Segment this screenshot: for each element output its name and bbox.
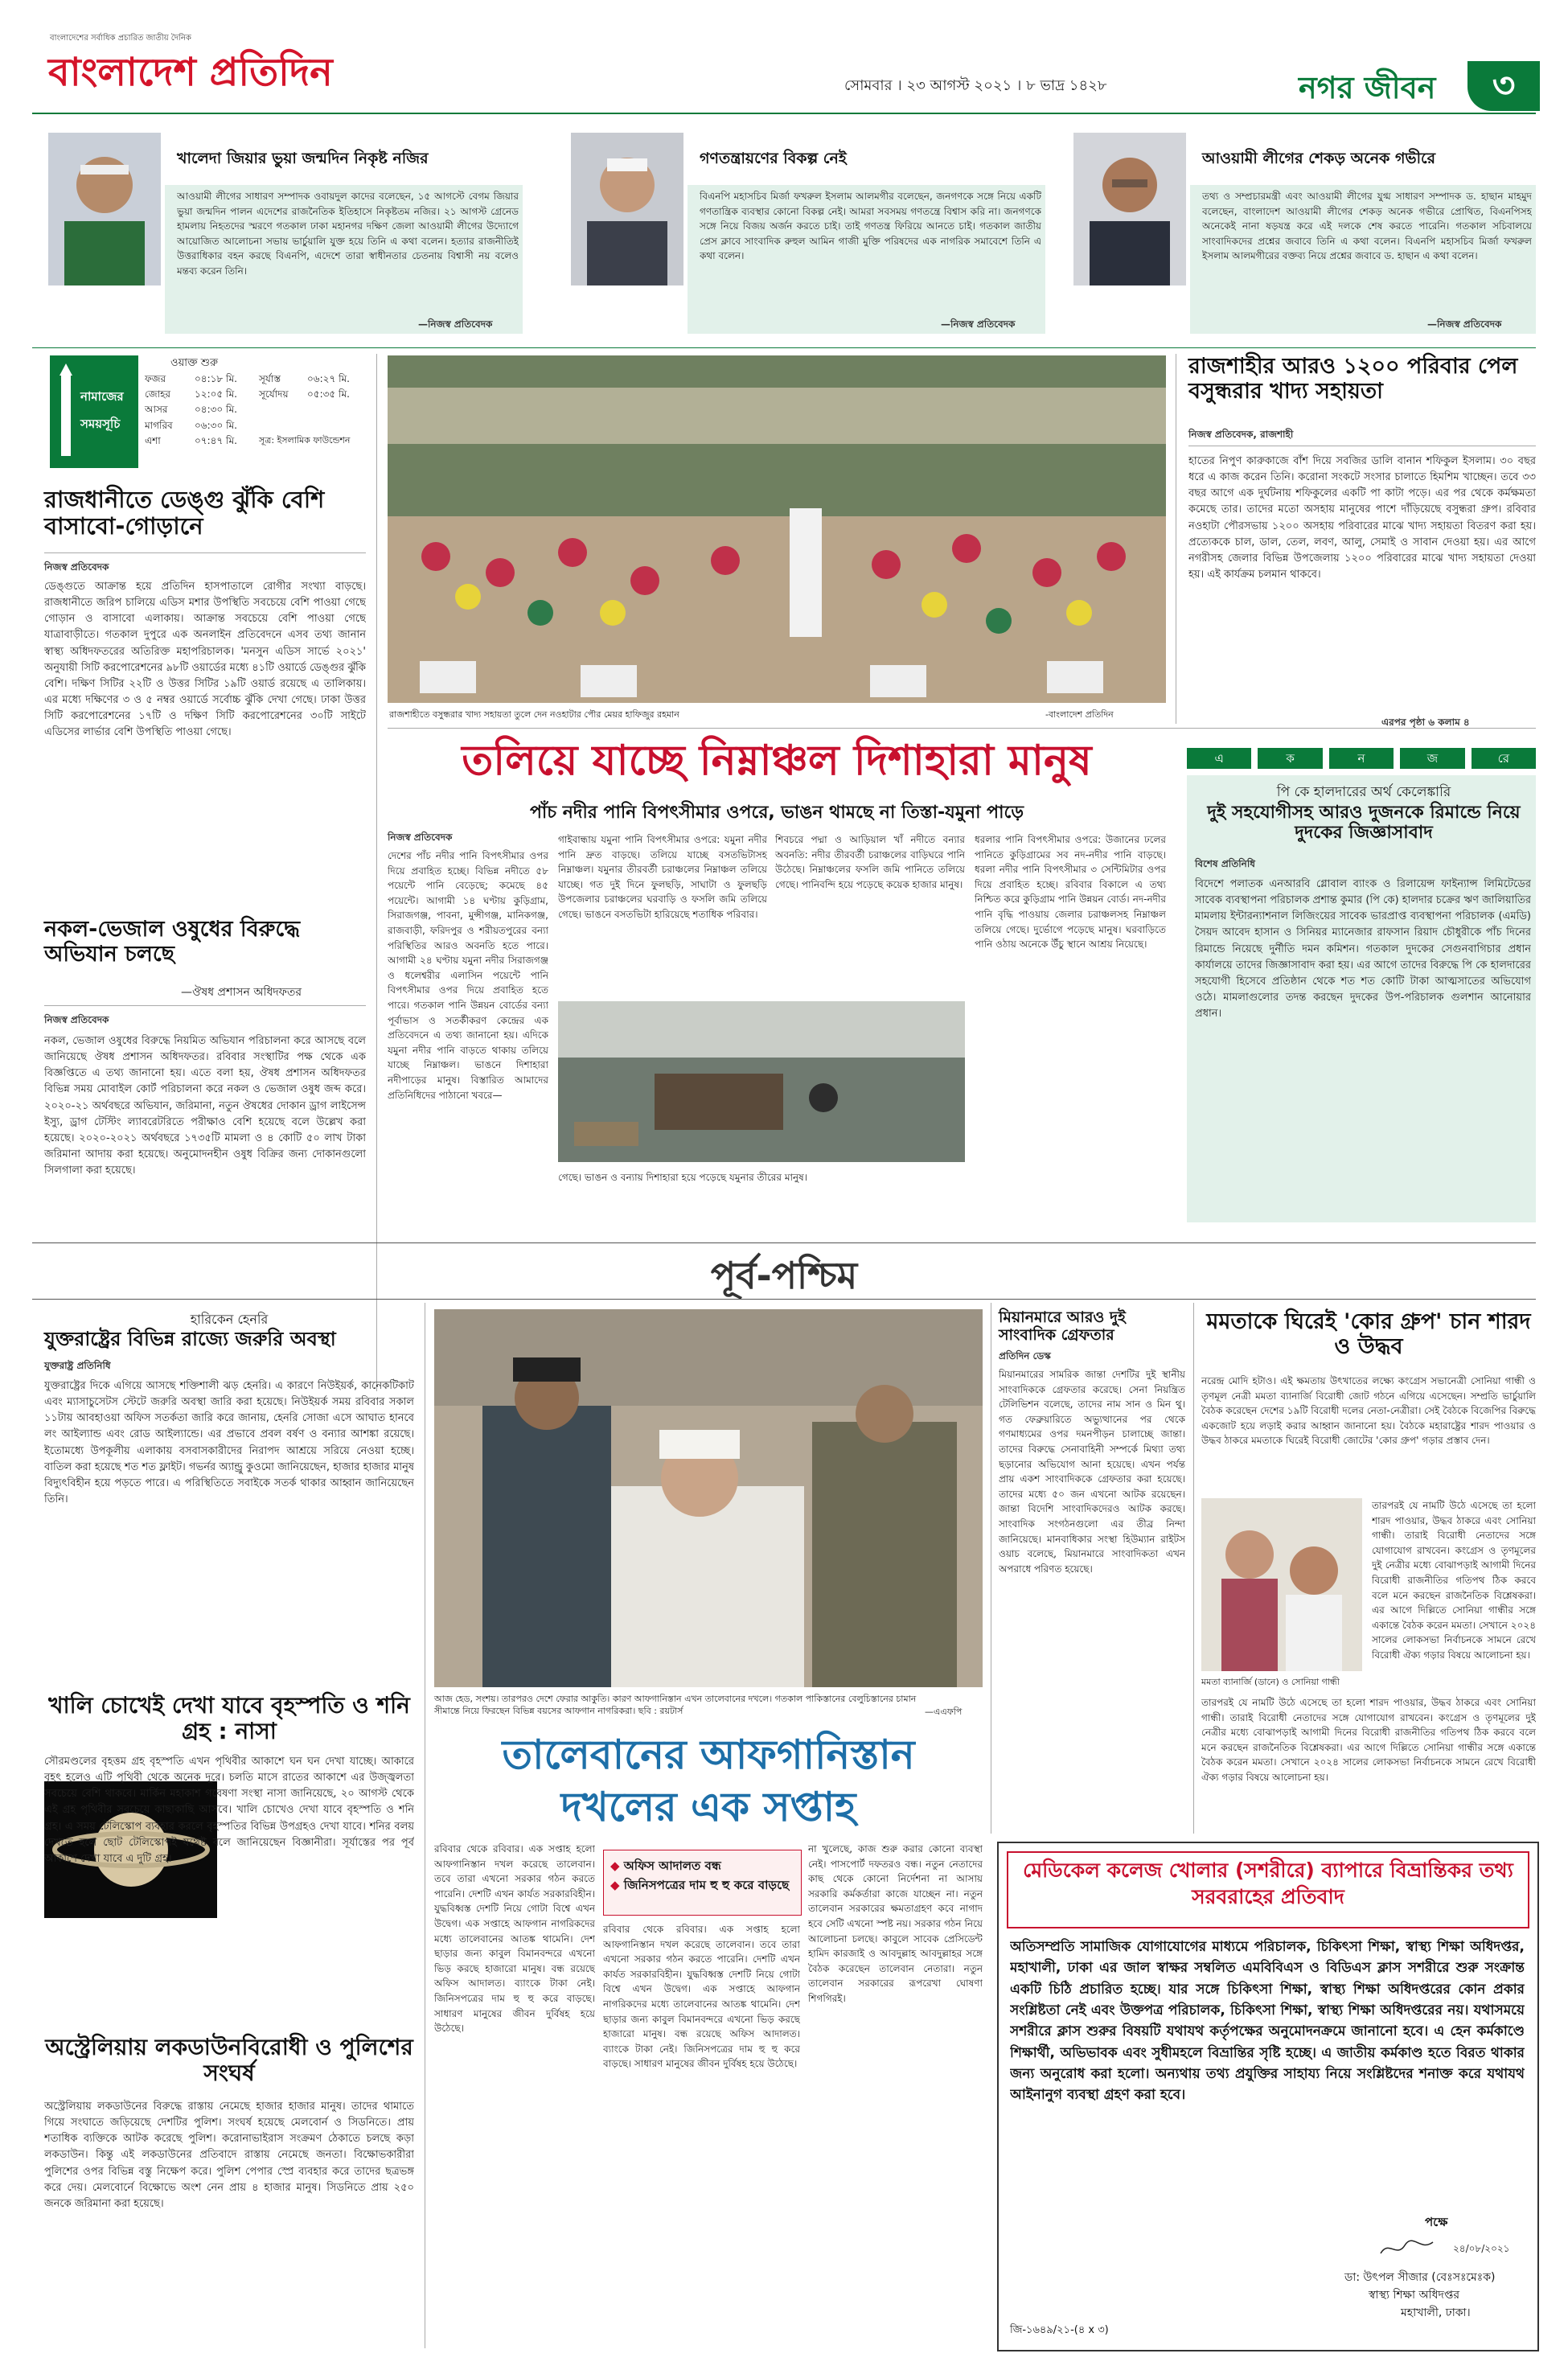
masthead <box>32 23 1536 111</box>
ek-nojore-label-2: ক <box>1258 748 1322 769</box>
afghan-bullet-1: ◆ অফিস আদালত বন্ধ <box>610 1859 721 1873</box>
section-east-west: পূর্ব-পশ্চিম <box>710 1254 858 1297</box>
myanmar-body: মিয়ানমারের সামরিক জান্তা দেশটির দুই স্থানীয় সাংবাদিককে গ্রেফতার করেছে। সেনা নিয়ন্ত্রিত টেলিভিশন বলেছে, তাদের নাম সান ও মিন থু। গত ফেব্রুয়ারিতে অভ্যুত্থানের পর থেকে গণমাধ্যমের ওপর দমনপীড়ন চালাচ্ছে জান্তা। তাদের বিরুদ্ধে সেনাবাহিনী সম্পর্কে মিথ্যা তথ্য ছড়ানোর অভিযোগ আনা হয়েছে। এখন পর্যন্ত প্রায় একশ সাংবাদিককে গ্রেফতার করা হয়েছে। তাদের মধ্যে ৫০ জন এখনো আটক রয়েছেন। জান্তা বিদেশি সাংবাদিকদেরও আটক করছে। সাংবাদিক সংগঠনগুলো এর তীব্র নিন্দা জানিয়েছে। মানবাধিকার সংস্থা হিউম্যান রাইটস ওয়াচ বলেছে, মিয়ানমারে সাংবাদিকতা এখন অপরাধে পরিণত হয়েছে। <box>999 1369 1185 1575</box>
page-number-badge <box>1467 61 1540 111</box>
lowland-body-3: শিবচরে পদ্মা ও আড়িয়াল খাঁ নদীতে বন্যার অবনতি: নদীর তীরবর্তী চরাঞ্চলের বাড়িঘরে পানি উঠেছে। নিম্নাঞ্চলের ফসলি জমি পানিতে তলিয়ে গেছে। পানিবন্দি হয়ে পড়েছে কয়েক হাজার মানুষ। <box>775 834 965 890</box>
prayer-row-maghrib: মাগরিব ০৬:৩০ মি. <box>145 419 237 431</box>
lowland-headline: তলিয়ে যাচ্ছে নিম্নাঞ্চল দিশাহারা মানুষ <box>462 737 1092 785</box>
rajshahi-story <box>1188 354 1536 736</box>
fake-drug-attribution: —ঔষধ প্রশাসন অধিদফতর <box>181 986 302 999</box>
ek-nojore-body: বিদেশে পলাতক এনআরবি গ্লোবাল ব্যাংক ও রিলায়েন্স ফাইন্যান্স লিমিটেডের সাবেক ব্যবস্থাপনা পরিচালক প্রশান্ত কুমার (পি কে) হালদার চক্রের ঋণ জালিয়াতির মামলায় ইন্টারন্যাশনাল লিজিংয়ের সাবেক ভারপ্রাপ্ত ব্যবস্থাপনা পরিচালক (এমডি) সৈয়দ আবেদ হাসান ও সিনিয়র ম্যানেজার রাফসান রিয়াদ চৌধুরীকে পাঁচ দিনের রিমান্ডে নিয়েছে দুর্নীতি দমন কমিশন। গতকাল দুদকের সেগুনবাগিচার প্রধান কার্যালয়ে তাদের জিজ্ঞাসাবাদ করা হয়। এর আগে তাদের বিরুদ্ধে পি কে হালদারের সহযোগী হিসেবে প্রতিষ্ঠান থেকে শত শত কোটি টাকা আত্মসাতের অভিযোগ ওঠে। মামলাগুলোর তদন্ত করছেন দুদকের উপ-পরিচালক গুলশান আনোয়ার প্রধান। <box>1195 878 1531 1021</box>
prayer-row-asr: আসর ০৪:৩০ মি. <box>145 404 237 416</box>
masthead-rule <box>32 113 1536 114</box>
top-story-2-headline: গণতন্ত্রায়ণের বিকল্প নেই <box>700 150 847 167</box>
rajshahi-reporter: নিজস্ব প্রতিবেদক, রাজশাহী <box>1188 429 1294 440</box>
notice-headline-box <box>1007 1851 1529 1928</box>
top-story-2-credit: —নিজস্ব প্রতিবেদক <box>941 318 1016 330</box>
mamata-body: নরেন্দ্র মোদি হটাও। এই ক্ষমতায় উৎখাতের লক্ষ্যে কংগ্রেস সভানেত্রী সোনিয়া গান্ধী ও তৃণমূল নেত্রী মমতা ব্যানার্জি বিরোধী জোট গঠনে এগিয়ে এসেছেন। সম্প্রতি ভার্চুয়ালি বৈঠক করেছেন দেশের ১৯টি বিরোধী দলের নেতা-নেত্রীরা। সেই বৈঠকে বিজেপির বিরুদ্ধে একজোট হয়ে লড়াই করার আহ্বান জানানো হয়। বৈঠকে মহারাষ্ট্রের শারদ পাওয়ার ও উদ্ধব ঠাকরে মমতাকে ঘিরেই বিরোধী জোটের 'কোর গ্রুপ' গড়ার প্রস্তাব দেন। <box>1201 1375 1536 1447</box>
afghan-headline: তালেবানের আফগানিস্তান দখলের এক সপ্তাহ <box>502 1731 915 1830</box>
diamond-icon: ◆ <box>610 1859 620 1873</box>
ek-nojore-box <box>1176 748 1536 1222</box>
afghan-body-2: না খুলেছে, কাজ শুরু করার কোনো ব্যবস্থা নেই। পাসপোর্ট দফতরও বন্ধ। নতুন নেতাদের কাছ থেকে কোনো নির্দেশনা না আসায় সরকারি কর্মকর্তারা কাজে যাচ্ছেন না। নতুন তালেবান সরকারের ক্ষমতাগ্রহণ কবে নাগাদ হবে সেটি এখনো স্পষ্ট নয়। সরকার গঠন নিয়ে আলোচনা চলছে। কাবুলে সাবেক প্রেসিডেন্ট হামিদ কারজাই ও আবদুল্লাহ আবদুল্লাহর সঙ্গে বৈঠক করেছেন তালেবান নেতারা। নতুন তালেবান সরকারের রূপরেখা ঘোষণা শিগগিরই। <box>808 1843 983 2004</box>
dengue-body: ডেঙ্গুতে আক্রান্ত হয়ে প্রতিদিন হাসপাতালে রোগীর সংখ্যা বাড়ছে। রাজধানীতে জরিপ চালিয়ে এডিস মশার উপস্থিতি সবচেয়ে বেশি পাওয়া গেছে গোড়ান ও বাসাবো এলাকায়। আক্রান্ত সবচেয়ে বেশি পাওয়া গেছে যাত্রাবাড়ীতে। গতকাল দুপুরে এক অনলাইন প্রতিবেদনে এসব তথ্য জানান স্বাস্থ্য অধিদফতরের অতিরিক্ত মহাপরিচালক। 'মনসুন এডিস সার্ভে ২০২১' অনুযায়ী সিটি করপোরেশনের ৯৮টি ওয়ার্ডের মধ্যে ৪১টি ওয়ার্ডে ডেঙ্গুর ঝুঁকি বেশি। দক্ষিণ সিটির ২২টি ও উত্তর সিটির ১৯টি ওয়ার্ড রয়েছে এ তালিকায়। এর মধ্যে দক্ষিণের ৩ ও ৫ নম্বর ওয়ার্ডে সর্বোচ্চ ঝুঁকি দেখা গেছে। ঢাকা উত্তর সিটি করপোরেশনের ১৭টি ও দক্ষিণ সিটি করপোরেশনের ৩০টি সাইটে এডিসের লার্ভার বেশি উপস্থিতি পাওয়া গেছে। <box>44 581 366 739</box>
top-story-1 <box>48 133 523 338</box>
lowland-reporter: নিজস্ব প্রতিবেদক <box>388 832 453 843</box>
mamata-headline: মমতাকে ঘিরেই 'কোর গ্রুপ' চান শারদ ও উদ্ধব <box>1206 1309 1531 1360</box>
top-story-1-body: আওয়ামী লীগের সাধারণ সম্পাদক ওবায়দুল কাদের বলেছেন, ১৫ আগস্টে বেগম জিয়ার ভুয়া জন্মদিন পালন এদেশের রাজনৈতিক ইতিহাসে নিকৃষ্টতম নজির। ২১ আগস্ট গ্রেনেড হামলায় নিহতদের স্মরণে গতকাল ঢাকা মহানগর দক্ষিণ জেলা আওয়ামী লীগের উদ্যোগে আয়োজিত আলোচনা সভায় ভার্চুয়ালি যুক্ত হয়ে তিনি এ কথা বলেন। হত্যার রাজনীতিই উত্তরাধিকার বহন করছে বিএনপি, এদেশে তারা স্বাধীনতার চেতনায় বিশ্বাসী নয় বলেও মন্তব্য করেন তিনি। <box>177 191 519 277</box>
issue-date: সোমবার । ২৩ আগস্ট ২০২১ । ৮ ভাদ্র ১৪২৮ <box>844 77 1107 94</box>
myanmar-reporter: প্রতিদিন ডেস্ক <box>999 1350 1051 1362</box>
ek-nojore-reporter: বিশেষ প্রতিনিধি <box>1195 858 1255 869</box>
ek-nojore-kicker: পি কে হালদারের অর্থ কেলেঙ্কারি <box>1276 784 1451 800</box>
lowland-story <box>388 736 1166 1230</box>
lowland-body-2: গাইবান্ধায় যমুনা পানি বিপৎসীমার ওপরে: যমুনা নদীর পানি দ্রুত বাড়ছে। তলিয়ে যাচ্ছে বসতভিটাসহ নিম্নাঞ্চল। যমুনার তীরবর্তী চরাঞ্চলের নিম্নাঞ্চল তলিয়ে যাচ্ছে। গত দুই দিনে ফুলছড়ি, সাঘাটা ও ফুলছড়ি উপজেলার চরাঞ্চলের ঘরবাড়ি ও ফসলি জমি তলিয়ে গেছে। ভাঙনে বসতভিটা হারিয়েছে শতাধিক পরিবার। <box>558 834 767 920</box>
brand-logo: বাংলাদেশ প্রতিদিন <box>48 50 333 95</box>
section-name: নগর জীবন <box>1299 70 1436 105</box>
mamata-sonia-photo <box>1201 1498 1362 1671</box>
ek-nojore-label-5: রে <box>1472 748 1536 769</box>
ek-nojore-label-4: জ <box>1400 748 1464 769</box>
nasa-headline: খালি চোখেই দেখা যাবে বৃহস্পতি ও শনি গ্রহ : নাসা <box>48 1692 410 1745</box>
usa-story <box>44 1309 414 1687</box>
notice-signatory: ডা: উৎপল সীজার (বেঃসঃমেঃক) <box>1344 2271 1496 2284</box>
rajshahi-jump: এরপর পৃষ্ঠা ৬ কলাম ৪ <box>1381 717 1470 728</box>
fake-drug-body: নকল, ভেজাল ওষুধের বিরুদ্ধে নিয়মিত অভিযান পরিচালনা করে আসছে বলে জানিয়েছে ঔষধ প্রশাসন অধিদফতর। রবিবার সংস্থাটির পক্ষ থেকে এক বিজ্ঞপ্তিতে এ তথ্য জানানো হয়। এতে বলা হয়, ঔষধ প্রশাসন অধিদফতর বিভিন্ন সময় মোবাইল কোর্ট পরিচালনা করে নকল ও ভেজাল ওষুধ জব্দ করে। ২০২০-২১ অর্থবছরে অভিযান, জরিমানা, নতুন ঔষধের দোকান ড্রাগ লাইসেন্স ইস্যু, ড্রাগ টেস্টিং ল্যাবরেটরিতে পরীক্ষাও বেশি হয়েছে বলে উল্লেখ করা হয়েছে। ২০২০-২০২১ অর্থবছরে ১৭৩৫টি মামলা ও ৪ কোটি ৫০ লাখ টাকা জরিমানা আদায় করা হয়েছে। অনুমোদনহীন ওষুধ বিক্রির জন্য দোকানগুলো সিলগালা করা হয়েছে। <box>44 1035 366 1177</box>
diamond-icon: ◆ <box>610 1878 620 1892</box>
afghan-bullet-2: ◆ জিনিসপত্রের দাম হু হু করে বাড়ছে <box>610 1878 790 1892</box>
ek-nojore-label-1: এ <box>1187 748 1251 769</box>
australia-body: অস্ট্রেলিয়ায় লকডাউনের বিরুদ্ধে রাস্তায় নেমেছে হাজার হাজার মানুষ। তাদের থামাতে গিয়ে সংঘাতে জড়িয়েছে দেশটির পুলিশ। সংঘর্ষ হয়েছে মেলবোর্ন ও সিডনিতে। প্রায় শতাধিক ব্যক্তিকে আটক করেছে পুলিশ। করোনাভাইরাস সংক্রমণ ঠেকাতে চলছে কড়া লকডাউন। কিন্তু এই লকডাউনের প্রতিবাদে রাস্তায় নেমেছে জনতা। বিক্ষোভকারীরা পুলিশের ওপর বিভিন্ন বস্তু নিক্ষেপ করে। পুলিশ পেপার স্প্রে ব্যবহার করে তাদের ছত্রভঙ্গ করে দেয়। মেলবোর্নে বিক্ষোভে অংশ নেন প্রায় ৪ হাজার মানুষ। সিডনিতে প্রায় ২৫০ জনকে জরিমানা করা হয়েছে। <box>44 2101 414 2210</box>
fake-drug-reporter: নিজস্ব প্রতিবেদক <box>44 1014 109 1025</box>
prayer-schedule <box>50 355 367 468</box>
afghan-story <box>434 1729 983 2348</box>
afghan-refugees-photo <box>434 1309 983 1687</box>
top-story-3-headline: আওয়ামী লীগের শেকড় অনেক গভীরে <box>1202 150 1436 167</box>
lowland-body: দেশের পাঁচ নদীর পানি বিপৎসীমার ওপর দিয়ে প্রবাহিত হচ্ছে। বিভিন্ন নদীতে ৫৮ পয়েন্টে পানি বেড়েছে; কমেছে ৪৫ পয়েন্টে। আগামী ১৪ ঘণ্টায় কুড়িগ্রাম, সিরাজগঞ্জ, পাবনা, মুন্সীগঞ্জ, মানিকগঞ্জ, রাজবাড়ী, ফরিদপুর ও শরীয়তপুরের বন্যা পরিস্থিতির আরও অবনতি হতে পারে। আগামী ২৪ ঘণ্টায় যমুনা নদীর সিরাজগঞ্জ ও ধলেশ্বরীর এলাসিন পয়েন্টে পানি বিপৎসীমার ওপর দিয়ে প্রবাহিত হতে পারে। গতকাল পানি উন্নয়ন বোর্ডের বন্যা পূর্বাভাস ও সতর্কীকরণ কেন্দ্রের এক প্রতিবেদনে এ তথ্য জানানো হয়। এদিকে যমুনা নদীর পানি বাড়তে থাকায় তলিয়ে যাচ্ছে নিম্নাঞ্চল। ভাঙনে দিশাহারা নদীপাড়ের মানুষ। বিস্তারিত আমাদের প্রতিনিধিদের পাঠানো খবরে— <box>388 850 548 1101</box>
prayer-row-isha: এশা ০৭:৪৭ মি. সূত্র: ইসলামিক ফাউন্ডেশন <box>145 434 351 446</box>
mosque-icon <box>56 363 76 460</box>
mamata-story <box>1201 1309 1536 1832</box>
usa-headline: যুক্তরাষ্ট্রের বিভিন্ন রাজ্যে জরুরি অবস্থা <box>44 1328 336 1350</box>
prayer-title-1: নামাজের <box>80 389 124 404</box>
relief-distribution-photo <box>388 355 1166 703</box>
notice-body: অতিসম্প্রতি সামাজিক যোগাযোগের মাধ্যমে পরিচালক, চিকিৎসা শিক্ষা, স্বাস্থ্য শিক্ষা অধিদপ্তর, মহাখালী, ঢাকা এর জাল স্বাক্ষর সম্বলিত এমবিবিএস ও বিডিএস ক্লাস সশরীরে শুরু সংক্রান্ত একটি চিঠি প্রচারিত হচ্ছে। যার সঙ্গে চিকিৎসা শিক্ষা, স্বাস্থ্য শিক্ষা অধিদপ্তরের কোন প্রকার সংশ্লিষ্টতা নেই এবং উক্তপত্র পরিচালক, চিকিৎসা শিক্ষা, স্বাস্থ্য শিক্ষা অধিদপ্তরের নয়। যথাসময়ে সশরীরে ক্লাস শুরুর বিষয়টি যথাযথ কর্তৃপক্ষের অনুমোদনক্রমে জানানো হবে। এ হেন কর্মকাণ্ডে শিক্ষার্থী, অভিভাবক এবং সুধীমহলে বিভ্রান্তির সৃষ্টি হচ্ছে। এ জাতীয় কর্মকাণ্ড হতে বিরত থাকার জন্য অনুরোধ করা হলো। অন্যথায় তথ্য প্রযুক্তির সাহায্য নিয়ে সংশ্লিষ্টদের শনাক্ত করে যথাযথ আইনানুগ ব্যবস্থা গ্রহণ করা হবে। <box>1010 1939 1525 2104</box>
portrait-2 <box>571 133 683 285</box>
prayer-header: ওয়াক্ত শুরু <box>170 357 218 369</box>
prayer-row-zuhr: জোহর ১২:০৫ মি. সূর্যোদয় ০৫:৩৫ মি. <box>145 388 350 400</box>
usa-kicker: হারিকেন হেনরি <box>190 1312 269 1327</box>
notice-place: মহাখালী, ঢাকা। <box>1401 2306 1471 2319</box>
notice-headline: মেডিকেল কলেজ খোলার (সশরীরে) ব্যাপারে বিভ্রান্তিকর তথ্য সরবরাহের প্রতিবাদ <box>1023 1859 1513 1908</box>
prayer-title-2: সময়সূচি <box>80 417 121 431</box>
ek-nojore-label-3: ন <box>1329 748 1394 769</box>
notice-ref: জি-১৬৪৯/২১-(৪ x ৩) <box>1010 2324 1109 2336</box>
govt-notice <box>997 1842 1539 2351</box>
notice-on-behalf: পক্ষে <box>1425 2215 1448 2229</box>
australia-headline: অস্ট্রেলিয়ায় লকডাউনবিরোধী ও পুলিশের সংঘর্ষ <box>45 2034 413 2087</box>
ek-nojore-label-bar <box>1187 748 1536 769</box>
afghan-photo-caption: আজ হেড, সংশয়। তারপরও দেশে ফেরার আকুতি। কারণ আফগানিস্তান এখন তালেবানের দখলে। গতকাল পাকিস্তানের বেলুচিস্তানের চামান সীমান্তে নিয়ে ফিরছেন বিভিন্ন বয়সের আফগান নাগরিকরা। ছবি : রয়টার্স <box>434 1694 917 1717</box>
top-story-3-body: তথ্য ও সম্প্রচারমন্ত্রী এবং আওয়ামী লীগের যুগ্ম সাধারণ সম্পাদক ড. হাছান মাহমুদ বলেছেন, বাংলাদেশ আওয়ামী লীগের শেকড় অনেক গভীরে প্রোথিত, বিএনপিসহ অনেকেই নানা ষড়যন্ত্র করে এই দলকে শেষ করতে পারেনি। গতকাল সচিবালয়ে সাংবাদিকদের প্রশ্নের জবাবে তিনি এ কথা বলেন। বিএনপি মহাসচিব মির্জা ফখরুল ইসলাম আলমগীরের বক্তব্য নিয়ে প্রশ্নের জবাবে ড. হাছান এ কথা বলেন। <box>1202 191 1532 262</box>
dengue-headline: রাজধানীতে ডেঙ্গু ঝুঁকি বেশি বাসাবো-গোড়ানে <box>44 486 325 540</box>
afghan-photo-credit: —এএফপি <box>925 1707 963 1717</box>
top-story-2-body: বিএনপি মহাসচিব মির্জা ফখরুল ইসলাম আলমগীর বলেছেন, জনগণকে সঙ্গে নিয়ে একটি গণতান্ত্রিক ব্যবস্থার কোনো বিকল্প নেই। আমরা সবসময় গণতন্ত্রে বিশ্বাস করি না। জনগণকে সঙ্গে নিয়ে বিজয় অর্জন করতে চাই। তাই গণতন্ত্র ফিরিয়ে আনতে চাই। গতকাল জাতীয় প্রেস ক্লাবে সাংবাদিক রুহুল আমিন গাজী মুক্তি পরিষদের এক নাগরিক সমাবেশে তিনি এ কথা বলেন। <box>700 191 1041 262</box>
portrait-3 <box>1073 133 1186 285</box>
top-story-2 <box>571 133 1045 338</box>
mamata-body-2: তারপরই যে নামটি উঠে এসেছে তা হলো শারদ পাওয়ার, উদ্ধব ঠাকরে এবং সোনিয়া গান্ধী। তারাই বিরোধী নেতাদের সঙ্গে যোগাযোগ রাখবেন। কংগ্রেস ও তৃণমূলের দুই নেত্রীর মধ্যে বোঝাপড়াই আগামী দিনের বিরোধী রাজনীতির গতিপথ ঠিক করবে বলে মনে করছেন রাজনৈতিক বিশ্লেষকরা। এর আগে দিল্লিতে সোনিয়া গান্ধীর সঙ্গে একান্তে বৈঠক করেন মমতা। সেখানে ২০২৪ সালের লোকসভা নির্বাচনকে সামনে রেখে বিরোধী ঐক্য গড়ার বিষয়ে আলোচনা হয়। <box>1372 1500 1536 1661</box>
flood-photo-caption: গেছে। ভাঙন ও বন্যায় দিশাহারা হয়ে পড়েছে যমুনার তীরের মানুষ। <box>558 1172 808 1183</box>
afghan-body: রবিবার থেকে রবিবার। এক সপ্তাহ হলো আফগানিস্তান দখল করেছে তালেবান। তবে তারা এখনো সরকার গঠন করতে পারেনি। দেশটি এখন কার্যত সরকারবিহীন। যুদ্ধবিধ্বস্ত দেশটি নিয়ে গোটা বিশ্বে এখন উদ্বেগ। এক সপ্তাহে আফগান নাগরিকদের মধ্যে তালেবানের আতঙ্ক থামেনি। দেশ ছাড়ার জন্য কাবুল বিমানবন্দরে এখনো ভিড় করছে হাজারো মানুষ। বন্ধ রয়েছে অফিস আদালত। ব্যাংকে টাকা নেই। জিনিসপত্রের দাম হু হু করে বাড়ছে। সাধারণ মানুষের জীবন দুর্বিষহ হয়ে উঠেছে। <box>434 1843 595 2035</box>
nasa-story <box>44 1693 414 2031</box>
nasa-body: সৌরমণ্ডলের বৃহত্তম গ্রহ বৃহস্পতি এখন পৃথিবীর আকাশে ঘন ঘন দেখা যাচ্ছে। আকারে বৃহৎ হলেও এটি পৃথিবী থেকে অনেক দূরে। চলতি মাসে রাতের আকাশে এর উজ্জ্বলতা সবচেয়ে বেশি থাকবে। মার্কিন মহাকাশ গবেষণা সংস্থা নাসা জানিয়েছে, ২০ আগস্ট থেকে এই গ্রহ পৃথিবীর সবচেয়ে কাছাকাছি আসবে। খালি চোখেও দেখা যাবে বৃহস্পতি ও শনি গ্রহ। এ সময় টেলিস্কোপ ব্যবহার করলে বৃহস্পতির বিভিন্ন উপগ্রহও দেখা যাবে। শনির বলয় দেখতে হলে ছোট টেলিস্কোপই যথেষ্ট বলে জানিয়েছেন বিজ্ঞানীরা। সূর্যাস্তের পর পূর্ব আকাশে দেখা যাবে এ দুটি গ্রহ। <box>44 1756 414 1865</box>
notice-office: স্বাস্থ্য শিক্ষা অধিদপ্তর <box>1369 2289 1460 2302</box>
usa-body: যুক্তরাষ্ট্রের দিকে এগিয়ে আসছে শক্তিশালী ঝড় হেনরি। এ কারণে নিউইয়র্ক, কানেকটিকাট এবং ম্যাসাচুসেটস স্টেটে জরুরি অবস্থা জারি করা হয়েছে। নিউইয়র্ক সময় রবিবার সকাল ১১টায় আবহাওয়া অফিস সতর্কতা জারি করে জানায়, হেনরি সোজা এসে আঘাত হানবে লং আইল্যান্ড এবং রোড আইল্যান্ডে। এর প্রভাবে প্রবল বর্ষণ ও বন্যার আশঙ্কা রয়েছে। ইতোমধ্যে উপকূলীয় এলাকায় বসবাসকারীদের নিরাপদ আশ্রয়ে সরিয়ে নেওয়া হচ্ছে। বাতিল করা হয়েছে শত শত ফ্লাইট। গভর্নর অ্যান্ড্রু কুওমো জানিয়েছেন, হাজার হাজার মানুষ বিদ্যুৎবিহীন হয়ে পড়তে পারে। এ পরিস্থিতিতে সবাইকে সতর্ক থাকার আহ্বান জানিয়েছেন তিনি। <box>44 1380 414 1505</box>
lowland-subhead: পাঁচ নদীর পানি বিপৎসীমার ওপরে, ভাঙন থামছে না তিস্তা-যমুনা পাড়ে <box>529 803 1024 823</box>
masthead-tagline: বাংলাদেশের সর্বাধিক প্রচারিত জাতীয় দৈনিক <box>50 34 191 43</box>
lowland-body-4: ধরলার পানি বিপৎসীমার ওপরে: উজানের ঢলের পানিতে কুড়িগ্রামের সব নদ-নদীর পানি বাড়ছে। ধরলা নদীর পানি বিপৎসীমার ৩ সেন্টিমিটার ওপর দিয়ে প্রবাহিত হচ্ছে। রবিবার বিকালে এ তথ্য নিশ্চিত করে কুড়িগ্রাম পানি উন্নয়ন বোর্ড। নদ-নদীর পানি বৃদ্ধি পাওয়ায় জেলার চরাঞ্চলসহ নিম্নাঞ্চল তলিয়ে গেছে। দুর্ভোগে পড়েছে মানুষ। ঘরবাড়িতে পানি ওঠায় অনেকে উঁচু স্থানে আশ্রয় নিয়েছে। <box>975 834 1166 951</box>
top-story-1-credit: —নিজস্ব প্রতিবেদক <box>418 318 493 330</box>
afghan-body-cont: রবিবার থেকে রবিবার। এক সপ্তাহ হলো আফগানিস্তান দখল করেছে তালেবান। তবে তারা এখনো সরকার গঠন করতে পারেনি। দেশটি এখন কার্যত সরকারবিহীন। যুদ্ধবিধ্বস্ত দেশটি নিয়ে গোটা বিশ্বে এখন উদ্বেগ। এক সপ্তাহে আফগান নাগরিকদের মধ্যে তালেবানের আতঙ্ক থামেনি। দেশ ছাড়ার জন্য কাবুল বিমানবন্দরে এখনো ভিড় করছে হাজারো মানুষ। বন্ধ রয়েছে অফিস আদালত। ব্যাংকে টাকা নেই। জিনিসপত্রের দাম হু হু করে বাড়ছে। সাধারণ মানুষের জীবন দুর্বিষহ হয়ে উঠেছে। <box>603 1924 800 2070</box>
relief-photo-credit: -বাংলাদেশ প্রতিদিন <box>1045 709 1114 720</box>
notice-sig-date: ২৪/০৮/২০২১ <box>1453 2243 1510 2254</box>
myanmar-headline: মিয়ানমারে আরও দুই সাংবাদিক গ্রেফতার <box>999 1308 1126 1344</box>
rajshahi-body: হাতের নিপুণ কারুকাজে বাঁশ দিয়ে সবজির ডালি বানান শফিকুল ইসলাম। ৩০ বছর ধরে এ কাজ করেন তিনি। করোনা সংকটে সংসার চালাতে হিমশিম খাচ্ছেন। তবে ৩৩ বছর আগে এক দুর্ঘটনায় শফিকুলের একটি পা কাটা পড়ে। এর পর থেকে কর্মক্ষমতা কমেছে তার। তাদের মতো অসহায় মানুষের পাশে দাঁড়িয়েছে বসুন্ধরা গ্রুপ। রবিবার নওহাটা পৌরসভায় ১২০০ অসহায় পরিবারের মাঝে খাদ্য সহায়তা বিতরণ করা হয়। প্রত্যেককে চাল, ডাল, তেল, লবণ, আলু, সেমাই ও সাবান দেওয়া হয়। এর আগে নগরীসহ জেলার বিভিন্ন উপজেলায় ১২০০ পরিবারের মাঝে খাদ্য সহায়তা দেওয়া হয়। এই কার্যক্রম চলমান থাকবে। <box>1188 455 1536 581</box>
notice-signature <box>1377 2236 1449 2260</box>
top-story-1-headline: খালেদা জিয়ার ভুয়া জন্মদিন নিকৃষ্ট নজির <box>177 150 429 167</box>
prayer-row-fajr: ফজর ০৪:১৮ মি. সূর্যাস্ত ০৬:২৭ মি. <box>145 373 350 384</box>
flood-photo <box>558 1001 965 1162</box>
mamata-photo-caption: মমতা ব্যানার্জি (ডানে) ও সোনিয়া গান্ধী <box>1201 1677 1340 1687</box>
mamata-body-3: তারপরই যে নামটি উঠে এসেছে তা হলো শারদ পাওয়ার, উদ্ধব ঠাকরে এবং সোনিয়া গান্ধী। তারাই বিরোধী নেতাদের সঙ্গে যোগাযোগ রাখবেন। কংগ্রেস ও তৃণমূলের দুই নেত্রীর মধ্যে বোঝাপড়াই আগামী দিনের বিরোধী রাজনীতির গতিপথ ঠিক করবে বলে মনে করছেন রাজনৈতিক বিশ্লেষকরা। এর আগে দিল্লিতে সোনিয়া গান্ধীর সঙ্গে একান্তে বৈঠক করেন মমতা। সেখানে ২০২৪ সালের লোকসভা নির্বাচনকে সামনে রেখে বিরোধী ঐক্য গড়ার বিষয়ে আলোচনা হয়। <box>1201 1697 1536 1783</box>
portrait-1 <box>48 133 161 285</box>
page-number: ৩ <box>1492 65 1516 106</box>
dengue-story <box>44 487 366 905</box>
prayer-table <box>145 372 370 449</box>
fake-drug-headline: নকল-ভেজাল ওষুধের বিরুদ্ধে অভিযান চলছে <box>44 917 301 967</box>
prayer-label-box <box>50 355 138 468</box>
top-story-3-credit: —নিজস্ব প্রতিবেদক <box>1427 318 1502 330</box>
top-story-3 <box>1073 133 1536 338</box>
dengue-reporter: নিজস্ব প্রতিবেদক <box>44 561 109 573</box>
myanmar-story <box>999 1309 1185 1832</box>
australia-story <box>44 2035 414 2348</box>
usa-reporter: যুক্তরাষ্ট্র প্রতিনিধি <box>44 1360 111 1371</box>
ek-nojore-headline: দুই সহযোগীসহ আরও দুজনকে রিমান্ডে নিয়ে দুদকের জিজ্ঞাসাবাদ <box>1207 803 1521 844</box>
rajshahi-headline: রাজশাহীর আরও ১২০০ পরিবার পেল বসুন্ধরার খাদ্য সহায়তা <box>1188 354 1518 405</box>
afghan-bullets-box <box>603 1850 802 1916</box>
relief-photo-caption: রাজশাহীতে বসুন্ধরার খাদ্য সহায়তা তুলে দেন নওহাটার পৌর মেয়র হাফিজুর রহমান <box>389 709 679 720</box>
